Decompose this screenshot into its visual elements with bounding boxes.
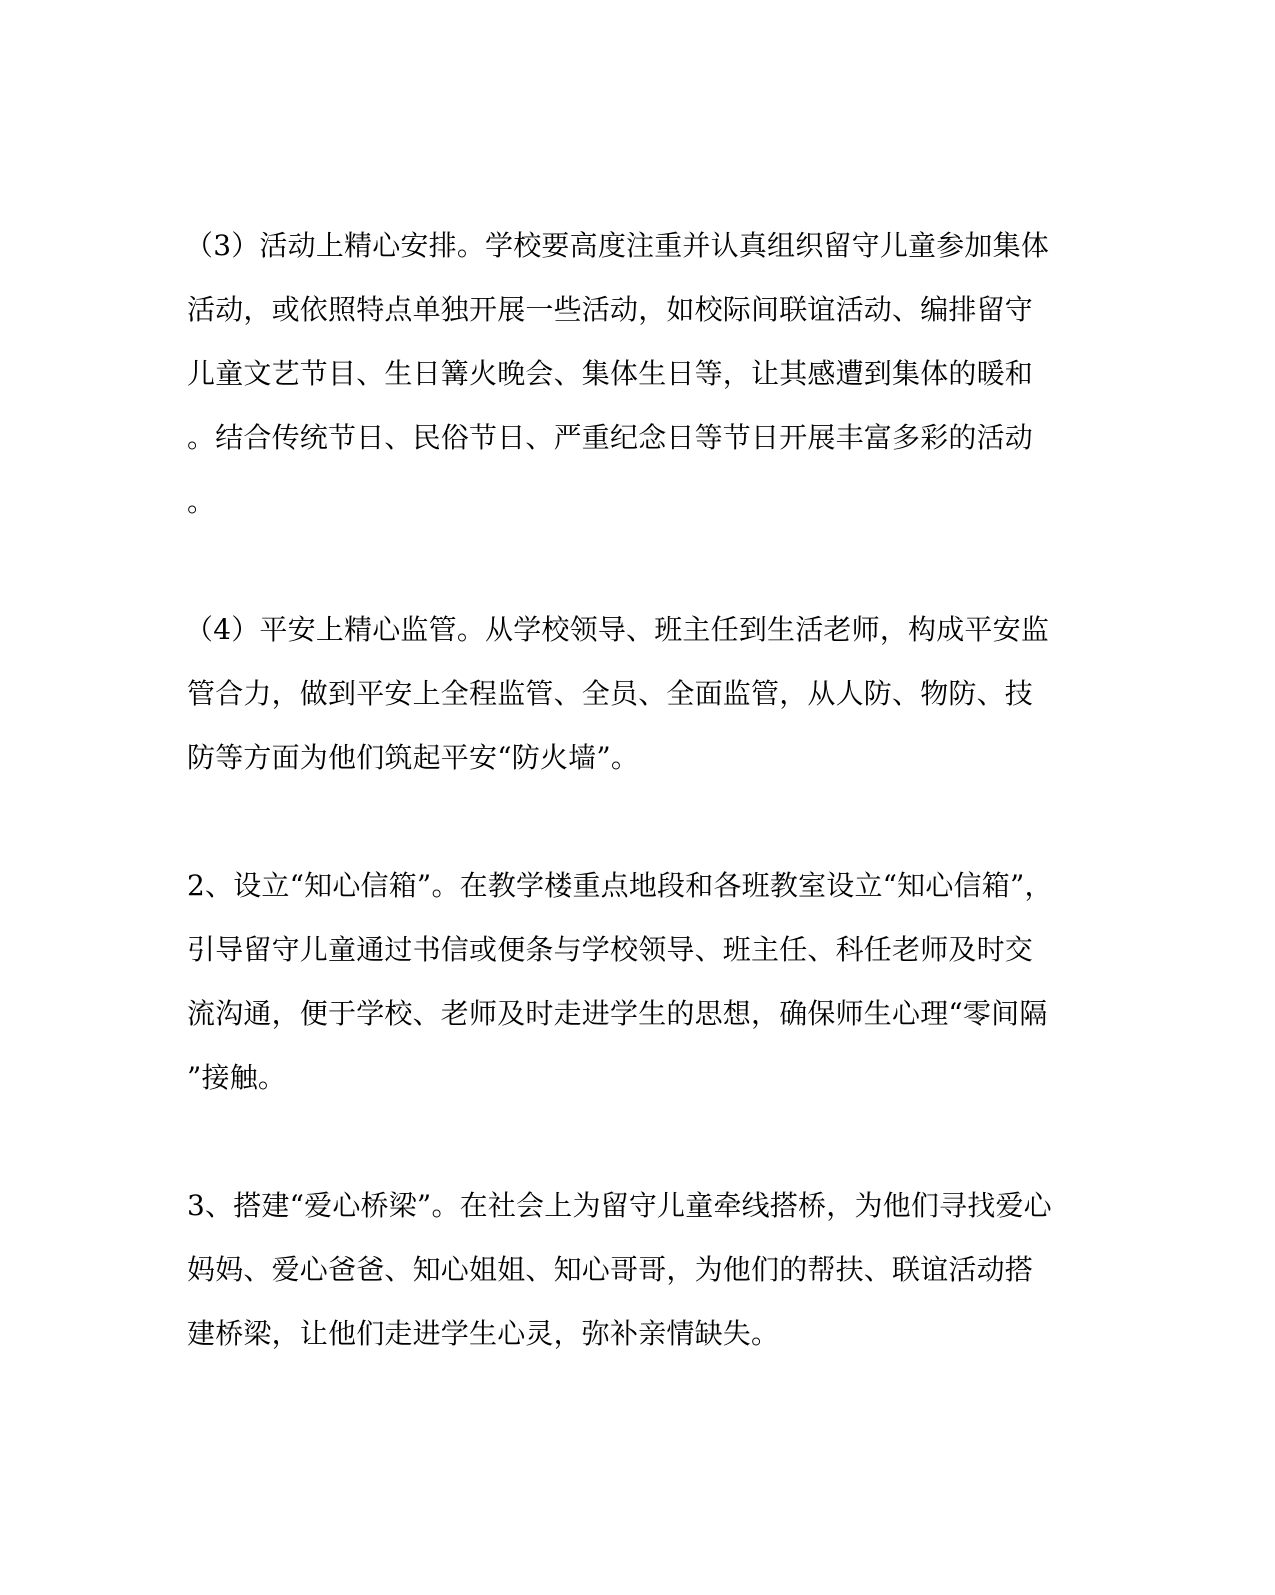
text-line: 防等方面为他们筑起平安“防火墙”。	[187, 741, 640, 774]
text-line: 儿童文艺节目、生日篝火晚会、集体生日等，让其感遭到集体的暖和	[187, 357, 1034, 390]
text-line: 妈妈、爱心爸爸、知心姐姐、知心哥哥，为他们的帮扶、联谊活动搭	[187, 1253, 1034, 1286]
text-line: 。	[187, 485, 216, 518]
text-line: 建桥梁，让他们走进学生心灵，弥补亲情缺失。	[187, 1317, 780, 1350]
text-line: 。结合传统节日、民俗节日、严重纪念日等节日开展丰富多彩的活动	[187, 421, 1034, 454]
text-line: 2、设立“知心信箱”。在教学楼重点地段和各班教室设立“知心信箱”，	[187, 869, 1053, 902]
text-line: 活动，或依照特点单独开展一些活动，如校际间联谊活动、编排留守	[187, 293, 1034, 326]
text-line: 3、搭建“爱心桥梁”。在社会上为留守儿童牵线搭桥，为他们寻找爱心	[187, 1189, 1052, 1222]
text-line: 管合力，做到平安上全程监管、全员、全面监管，从人防、物防、技	[187, 677, 1034, 710]
text-line: 引导留守儿童通过书信或便条与学校领导、班主任、科任老师及时交	[187, 933, 1034, 966]
text-line: （3）活动上精心安排。学校要高度注重并认真组织留守儿童参加集体	[185, 229, 1050, 262]
text-line: ”接触。	[187, 1061, 287, 1094]
text-line: 流沟通，便于学校、老师及时走进学生的思想，确保师生心理“零间隔	[187, 997, 1048, 1030]
text-line: （4）平安上精心监管。从学校领导、班主任到生活老师，构成平安监	[185, 613, 1050, 646]
